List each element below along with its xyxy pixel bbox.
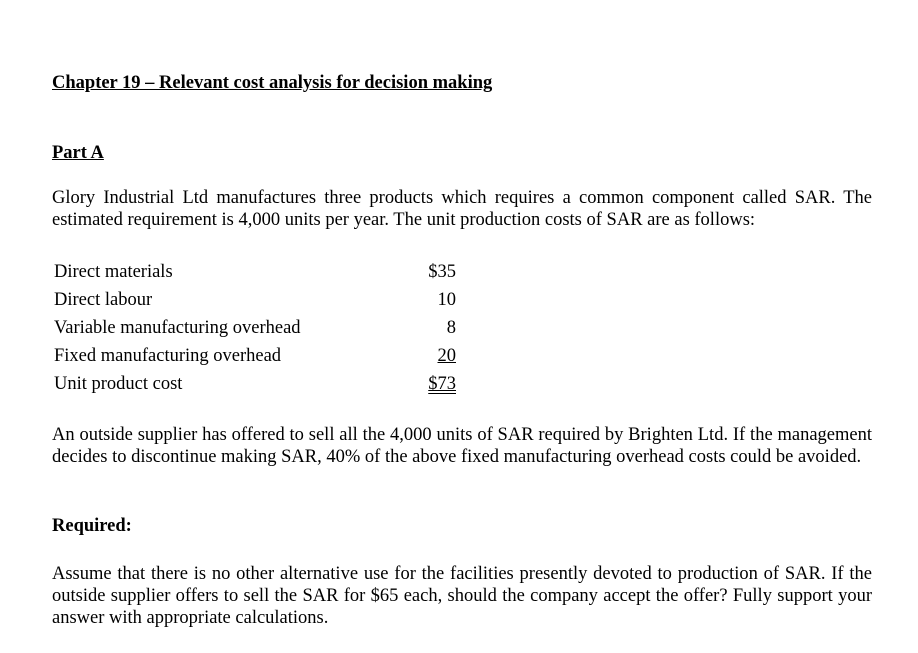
required-heading: Required: xyxy=(52,516,132,536)
intro-paragraph: Glory Industrial Ltd manufactures three products which requires a common component called SAR. The estimated requirement is 4,000 units per year. The unit production costs of SAR are as follows: xyxy=(52,188,872,230)
cost-label: Direct materials xyxy=(54,262,173,282)
cost-label: Variable manufacturing overhead xyxy=(54,318,301,338)
cost-value: 20 xyxy=(437,346,456,366)
cost-value: 8 xyxy=(446,318,456,338)
cost-label: Unit product cost xyxy=(54,374,183,394)
cost-row-direct-labour xyxy=(54,287,464,315)
chapter-title: Chapter 19 – Relevant cost analysis for decision making xyxy=(52,73,493,93)
cost-row-unit-product-cost xyxy=(54,371,464,399)
part-title: Part A xyxy=(52,143,104,163)
cost-total-value: $73 xyxy=(428,374,456,394)
cost-value: $35 xyxy=(428,262,456,282)
cost-row-variable-overhead xyxy=(54,315,464,343)
unit-cost-table xyxy=(54,259,464,399)
cost-row-direct-materials xyxy=(54,259,464,287)
cost-label: Direct labour xyxy=(54,290,153,310)
cost-row-fixed-overhead xyxy=(54,343,464,371)
cost-value: 10 xyxy=(437,290,456,310)
cost-label: Fixed manufacturing overhead xyxy=(54,346,282,366)
supplier-paragraph: An outside supplier has offered to sell all the 4,000 units of SAR required by Brighten Ltd. If the management decides to discontinue making SAR, 40% of the above fixed manufacturing overhead costs could be avoided. xyxy=(52,425,872,467)
question-paragraph: Assume that there is no other alternative use for the facilities presently devoted to production of SAR. If the outside supplier offers to sell the SAR for $65 each, should the company accept the offer? Fully support your answer with appropriate calculations. xyxy=(52,564,872,628)
